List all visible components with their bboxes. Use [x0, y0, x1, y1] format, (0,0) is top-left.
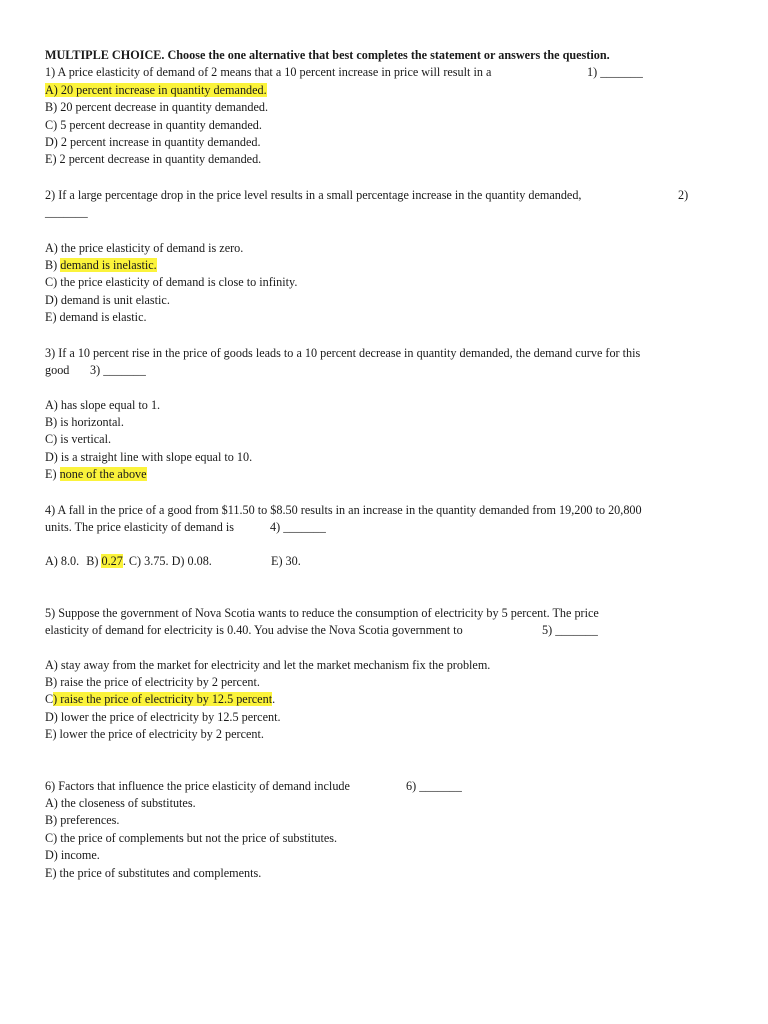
question-6-stem	[45, 778, 725, 795]
question-2-option-a: A) the price elasticity of demand is zero.	[45, 240, 244, 255]
highlighted-answer: none of the above	[59, 467, 147, 482]
question-4-option-a: A) 8.0.	[45, 554, 80, 569]
question-3-option-e	[45, 466, 725, 483]
highlighted-answer: 0.27	[101, 554, 123, 569]
question-4-option-e: E) 30.	[271, 554, 301, 569]
highlighted-answer: ) raise the price of electricity by 12.5 percent	[53, 692, 273, 707]
question-2-option-e: E) demand is elastic.	[45, 310, 147, 325]
question-5-stem-line-1: 5) Suppose the government of Nova Scotia wants to reduce the consumption of electricity by 5 percent. The price	[45, 605, 599, 620]
question-5-text: elasticity of demand for electricity is 0.40. You advise the Nova Scotia government to	[45, 623, 463, 638]
option-e-prefix: E)	[45, 467, 60, 482]
question-1-stem	[45, 64, 725, 81]
question-1-option-a	[45, 82, 725, 99]
question-3-option-a: A) has slope equal to 1.	[45, 397, 161, 412]
question-6-option-c: C) the price of complements but not the price of substitutes.	[45, 830, 338, 845]
question-4-answer-blank: 4) _______	[270, 519, 326, 534]
question-5-option-a: A) stay away from the market for electricity and let the market mechanism fix the problem.	[45, 657, 491, 672]
question-4	[45, 502, 725, 571]
question-5-option-e: E) lower the price of electricity by 2 percent.	[45, 727, 264, 742]
question-6-option-a: A) the closeness of substitutes.	[45, 796, 196, 810]
question-3	[45, 345, 725, 484]
question-6-text: 6) Factors that influence the price elasticity of demand include	[45, 778, 350, 793]
question-6-option-b: B) preferences.	[45, 813, 120, 828]
question-5-option-d: D) lower the price of electricity by 12.5 percent.	[45, 709, 281, 724]
question-2-option-d: D) demand is unit elastic.	[45, 292, 170, 307]
question-2-stem	[45, 187, 725, 204]
question-5-answer-blank: 5) _______	[542, 623, 598, 638]
option-b-suffix: .	[122, 554, 126, 569]
question-3-stem-line-1: 3) If a 10 percent rise in the price of goods leads to a 10 percent decrease in quantity demanded, the demand curve for this	[45, 345, 641, 360]
question-2-answer-number: 2)	[678, 187, 689, 202]
question-3-stem-line-2	[45, 362, 725, 379]
question-3-answer-blank: 3) _______	[90, 363, 146, 378]
question-1-text: 1) A price elasticity of demand of 2 means that a 10 percent increase in price will result in a	[45, 65, 492, 80]
option-b-prefix: B)	[86, 554, 102, 569]
question-4-options	[45, 553, 725, 570]
question-1-option-b: B) 20 percent decrease in quantity demanded.	[45, 100, 269, 115]
question-6-option-e: E) the price of substitutes and complements.	[45, 865, 262, 880]
question-4-option-c: C) 3.75.	[128, 554, 169, 569]
option-c-prefix: C	[45, 692, 54, 707]
option-c-suffix: .	[272, 692, 276, 707]
question-4-text: units. The price elasticity of demand is	[45, 519, 234, 534]
question-5	[45, 605, 725, 744]
question-3-option-d: D) is a straight line with slope equal to 10.	[45, 449, 253, 464]
question-2-answer-blank: _______	[45, 205, 88, 220]
question-6-answer-blank: 6) _______	[406, 778, 462, 793]
question-2-option-b	[45, 257, 725, 274]
question-4-option-d: D) 0.08.	[171, 554, 212, 569]
question-1-option-d: D) 2 percent increase in quantity demanded.	[45, 135, 261, 150]
question-2-text: 2) If a large percentage drop in the price level results in a small percentage increase in the quantity demanded,	[45, 187, 582, 202]
question-1-option-e: E) 2 percent decrease in quantity demanded.	[45, 152, 262, 167]
question-6-option-d: D) income.	[45, 848, 100, 863]
question-3-option-c: C) is vertical.	[45, 432, 111, 447]
question-2-option-c: C) the price elasticity of demand is close to infinity.	[45, 275, 298, 290]
question-3-option-b: B) is horizontal.	[45, 414, 124, 429]
question-5-option-b: B) raise the price of electricity by 2 percent.	[45, 674, 260, 689]
question-5-stem-line-2	[45, 622, 725, 639]
question-2	[45, 187, 725, 327]
option-a-prefix: A)	[45, 82, 61, 97]
highlighted-answer: demand is inelastic.	[60, 258, 157, 273]
question-4-stem-line-1: 4) A fall in the price of a good from $11.50 to $8.50 results in an increase in the quantity demanded from 19,200 to 20,800	[45, 502, 642, 517]
question-3-text: good	[45, 363, 70, 378]
question-6	[45, 778, 725, 882]
document-page	[45, 47, 725, 882]
section-heading: MULTIPLE CHOICE. Choose the one alternative that best completes the statement or answers the question.	[45, 48, 610, 62]
option-b-prefix: B)	[45, 258, 61, 273]
question-1-answer-blank: 1) _______	[587, 65, 643, 80]
question-5-option-c	[45, 691, 725, 708]
question-1	[45, 64, 725, 168]
highlighted-answer: 20 percent increase in quantity demanded.	[60, 82, 267, 97]
question-1-option-c: C) 5 percent decrease in quantity demanded.	[45, 117, 262, 132]
question-4-option-b	[86, 554, 126, 568]
question-4-stem-line-2	[45, 519, 725, 536]
